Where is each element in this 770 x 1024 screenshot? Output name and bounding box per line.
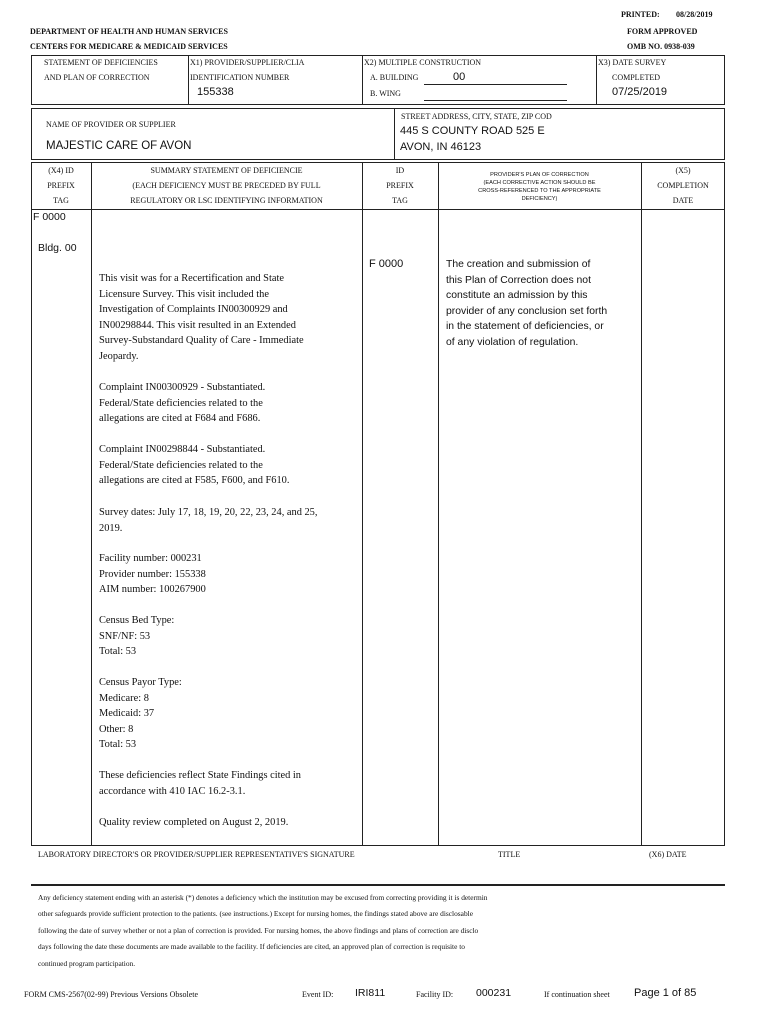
- centers-name: CENTERS FOR MEDICARE & MEDICAID SERVICES: [30, 42, 228, 51]
- address-line-2: AVON, IN 46123: [400, 141, 482, 153]
- page-number: Page 1 of 85: [634, 987, 697, 999]
- x6-date-label: (X6) DATE: [649, 850, 687, 859]
- printed-label: PRINTED:: [621, 10, 660, 19]
- poc-header-1: PROVIDER'S PLAN OF CORRECTION: [490, 172, 589, 178]
- x3-label-2: COMPLETED: [612, 73, 660, 82]
- printed-date: 08/28/2019: [676, 10, 713, 19]
- poc-header-3: CROSS-REFERENCED TO THE APPROPRIATE: [478, 188, 601, 194]
- form-approved: FORM APPROVED: [627, 27, 698, 36]
- provider-number: 155338: [197, 86, 234, 98]
- disclaimer-text: Any deficiency statement ending with an asterisk (*) denotes a deficiency which the institution may be excused from correcting providing it is determin other safeguards provide sufficient protection to the patients. (see instructions.) Except for nursing homes, the findings stated above are disclosable following the date of survey whether or not a plan of correction is provided. For nursing homes, the above findings and plans of correction are disclo days following the date these documents are made available to the facility. If deficiencies are cited, an approved plan of correction is requisite to continued program participation.: [38, 893, 488, 968]
- summary-paragraph: These deficiencies reflect State Findings cited in accordance with 410 IAC 16.2-3.1.: [99, 770, 301, 797]
- poc-header-2: (EACH CORRECTIVE ACTION SHOULD BE: [483, 180, 596, 186]
- summary-header-3: REGULATORY OR LSC IDENTIFYING INFORMATION: [130, 196, 323, 205]
- facility-id-label: Facility ID:: [416, 990, 454, 999]
- form-number: FORM CMS-2567(02-99) Previous Versions Obsolete: [24, 990, 199, 999]
- address-line-1: 445 S COUNTY ROAD 525 E: [400, 125, 545, 137]
- building-label: A. BUILDING: [370, 73, 419, 82]
- summary-header-1: SUMMARY STATEMENT OF DEFICIENCIE: [150, 166, 303, 175]
- summary-paragraph: Census Payor Type: Medicare: 8 Medicaid: 37 Other: 8 Total: 53: [99, 677, 182, 751]
- building-value: 00: [453, 71, 466, 83]
- summary-paragraph: Complaint IN00298844 - Substantiated. Federal/State deficiencies related to the allegations are cited at F585, F600, and F610.: [99, 444, 290, 487]
- id-header-2: PREFIX: [386, 181, 414, 190]
- summary-paragraph: This visit was for a Recertification and State Licensure Survey. This visit included the Investigation of Complaints IN00300929 and IN00298844. This visit resulted in an Extended Survey-Substandard Quality of Care - Immediate Jeopardy.: [99, 273, 304, 362]
- title-label: TITLE: [498, 850, 521, 859]
- x5-header-2: COMPLETION: [657, 181, 709, 190]
- x4-header-3: TAG: [53, 196, 69, 205]
- summary-paragraph: Facility number: 000231 Provider number: 155338 AIM number: 100267900: [99, 553, 206, 596]
- signature-label: LABORATORY DIRECTOR'S OR PROVIDER/SUPPLIER REPRESENTATIVE'S SIGNATURE: [38, 850, 355, 859]
- provider-block: [31, 108, 725, 160]
- x3-label: X3) DATE SURVEY: [598, 58, 667, 67]
- left-tag: F 0000: [33, 211, 66, 223]
- x4-header-2: PREFIX: [47, 181, 75, 190]
- facility-id: 000231: [476, 987, 512, 999]
- omb-number: OMB NO. 0938-039: [627, 42, 695, 51]
- x1-label-2: IDENTIFICATION NUMBER: [190, 73, 290, 82]
- summary-header-2: (EACH DEFICIENCY MUST BE PRECEDED BY FULL: [132, 181, 321, 190]
- continuation-label: If continuation sheet: [544, 990, 610, 999]
- x2-label: X2) MULTIPLE CONSTRUCTION: [364, 58, 482, 67]
- summary-paragraph: Survey dates: July 17, 18, 19, 20, 22, 23, 24, and 25, 2019.: [99, 507, 318, 534]
- plan-of-correction-text: The creation and submission of this Plan of Correction does not constitute an admission by this provider of any conclusion set forth in the statement of deficiencies, or of any violation of regulation.: [446, 259, 608, 348]
- summary-paragraph: Census Bed Type: SNF/NF: 53 Total: 53: [99, 615, 175, 658]
- stmt-label-1: STATEMENT OF DEFICIENCIES: [44, 58, 158, 67]
- x4-header-1: (X4) ID: [48, 166, 74, 175]
- date-completed: 07/25/2019: [612, 86, 668, 98]
- stmt-label-2: AND PLAN OF CORRECTION: [44, 73, 150, 82]
- summary-paragraph: Complaint IN00300929 - Substantiated. Federal/State deficiencies related to the allegations are cited at F684 and F686.: [99, 382, 266, 425]
- provider-name: MAJESTIC CARE OF AVON: [46, 140, 192, 152]
- summary-paragraph: Quality review completed on August 2, 2019.: [99, 817, 289, 828]
- provider-name-label: NAME OF PROVIDER OR SUPPLIER: [46, 120, 176, 129]
- x5-header-3: DATE: [672, 196, 694, 205]
- x1-label: X1) PROVIDER/SUPPLIER/CLIA: [190, 58, 305, 67]
- dept-name: DEPARTMENT OF HEALTH AND HUMAN SERVICES: [30, 27, 228, 36]
- event-id: IRI811: [355, 987, 386, 999]
- id-header-3: TAG: [392, 196, 408, 205]
- poc-header-4: DEFICIENCY): [521, 196, 558, 202]
- building-tag: Bldg. 00: [38, 242, 77, 254]
- right-tag: F 0000: [369, 258, 404, 270]
- event-id-label: Event ID:: [302, 990, 334, 999]
- x5-header-1: (X5): [675, 166, 691, 175]
- address-label: STREET ADDRESS, CITY, STATE, ZIP COD: [401, 112, 552, 121]
- id-header-1: ID: [395, 166, 405, 175]
- wing-label: B. WING: [370, 89, 401, 98]
